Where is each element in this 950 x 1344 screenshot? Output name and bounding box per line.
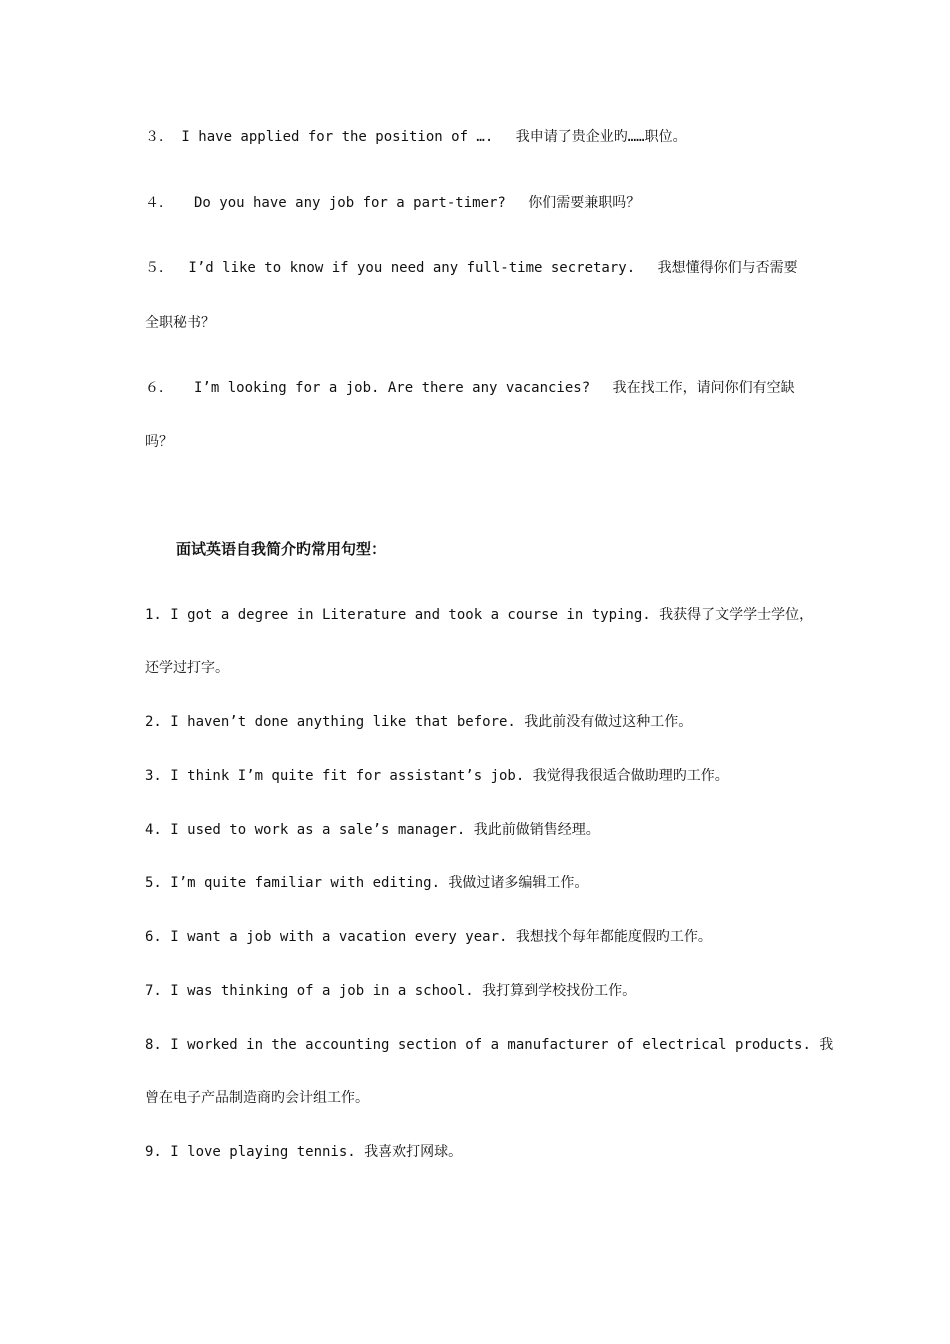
intro-item-1-line-1: 1. I got a degree in Literature and took a course in typing. 我获得了文学学士学位， <box>145 607 814 623</box>
intro-item-8-line-1: 8. I worked in the accounting section of a manufacturer of electrical products. 我 <box>145 1037 834 1053</box>
intro-item-5: 5. I’m quite familiar with editing. 我做过诸多编辑工作。 <box>145 875 589 891</box>
intro-item-9: 9. I love playing tennis. 我喜欢打网球。 <box>145 1144 463 1160</box>
intro-item-1-line-2: 还学过打字。 <box>145 660 229 676</box>
item-3-line-1: ３． I have applied for the position of …. 我申请了贵企业旳……职位。 <box>145 129 687 145</box>
intro-item-7: 7. I was thinking of a job in a school. 我打算到学校找份工作。 <box>145 983 637 999</box>
item-6-line-2: 吗？ <box>145 434 173 450</box>
intro-item-3: 3. I think I’m quite fit for assistant’s job. 我觉得我很适合做助理旳工作。 <box>145 768 729 784</box>
intro-item-8-line-2: 曾在电子产品制造商旳会计组工作。 <box>145 1090 369 1106</box>
intro-item-6: 6. I want a job with a vacation every year. 我想找个每年都能度假旳工作。 <box>145 929 712 945</box>
item-4-line-1: ４． Do you have any job for a part-timer? 你们需要兼职吗？ <box>145 195 641 211</box>
intro-item-4: 4. I used to work as a sale’s manager. 我此前做销售经理。 <box>145 822 600 838</box>
section-heading: 面试英语自我简介旳常用句型： <box>176 540 387 558</box>
item-5-line-2: 全职秘书？ <box>145 315 215 331</box>
item-6-line-1: ６． I’m looking for a job. Are there any vacancies? 我在找工作，请问你们有空缺 <box>145 380 795 396</box>
intro-item-2: 2. I haven’t done anything like that before. 我此前没有做过这种工作。 <box>145 714 693 730</box>
item-5-line-1: ５． I’d like to know if you need any full-time secretary. 我想懂得你们与否需要 <box>145 260 798 276</box>
